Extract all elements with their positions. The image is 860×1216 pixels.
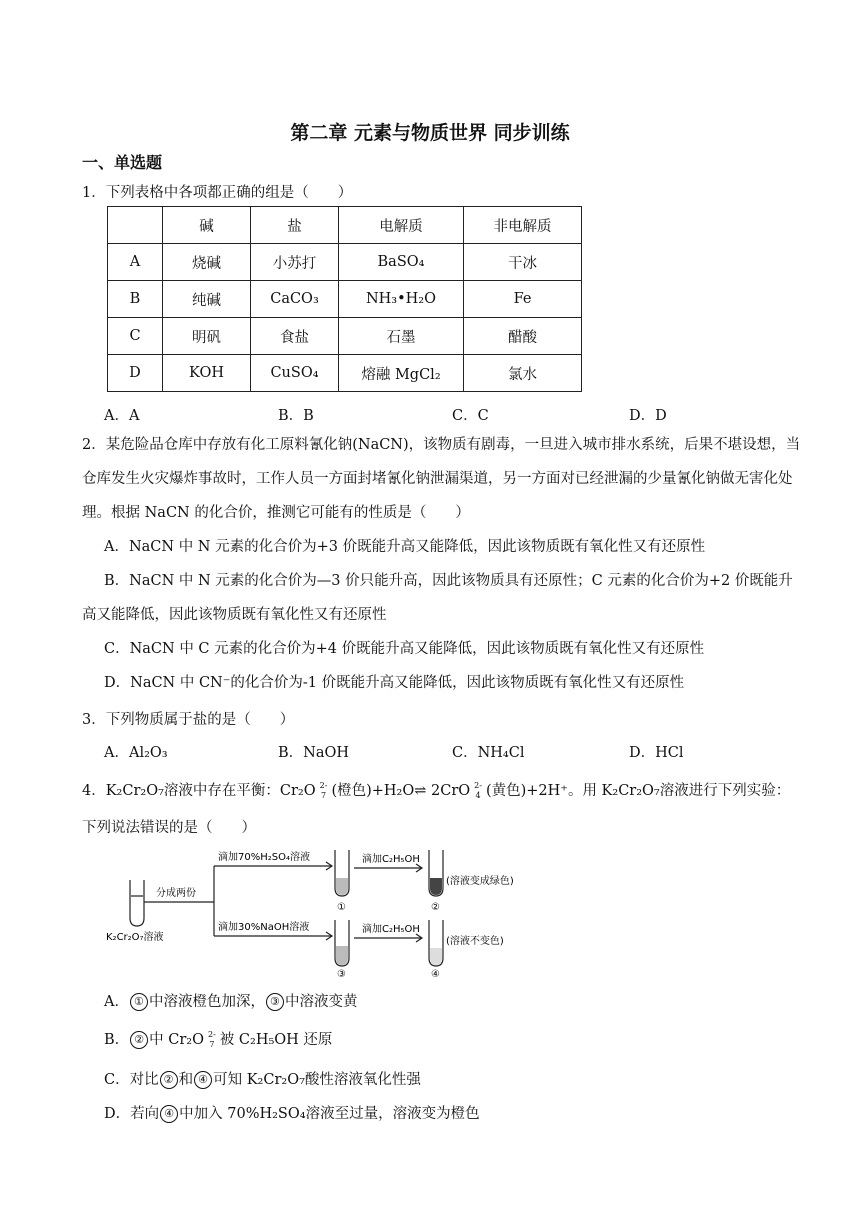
table-cell: 氯水	[464, 355, 582, 392]
liquid	[336, 878, 348, 895]
option-c[interactable]: C．NaCN 中 C 元素的化合价为+4 价既能升高又能降低，因此该物质既有氧化性又有还原性	[104, 641, 705, 657]
question-2-stem: 2．某危险品仓库中存放有化工原料氰化钠(NaCN)，该物质有剧毒，一旦进入城市排水系统，后果不堪设想，当仓库发生火灾爆炸事故时，工作人员一方面封堵氰化钠泄漏渠道，另一方面对已经泄漏的少量氰化钠做无害化处理。根据 NaCN 的化合价，推测它可能有的性质是（ ）	[82, 437, 801, 521]
option-c[interactable]: C．C	[452, 408, 489, 424]
result-top: (溶液变成绿色)	[446, 876, 514, 887]
table-cell: 非电解质	[464, 207, 582, 244]
option-a[interactable]: A．A	[104, 408, 140, 424]
table-cell: 小苏打	[251, 244, 339, 281]
ion-charge	[320, 781, 328, 801]
stem-part: (橙色)+H₂O⇌ 2CrO	[331, 783, 471, 799]
table-row	[108, 244, 582, 281]
question-1-stem: 1．下列表格中各项都正确的组是（ ）	[82, 185, 353, 201]
top-add-label: 滴加70%H₂SO₄溶液	[218, 852, 310, 863]
subscript: 4	[475, 791, 481, 800]
superscript: 2-	[208, 1030, 216, 1039]
tube-number: ①	[337, 902, 346, 913]
question-1-table	[107, 206, 582, 392]
option-c[interactable]	[104, 1068, 421, 1089]
table-cell: 明矾	[163, 318, 251, 355]
option-text: 可知 K₂Cr₂O₇酸性溶液氧化性强	[213, 1072, 421, 1088]
option-text: D．若向	[104, 1106, 160, 1122]
bottom-add2-label: 滴加C₂H₅OH	[362, 924, 420, 935]
liquid-dark	[430, 878, 442, 895]
arrow	[354, 934, 422, 942]
table-cell: 醋酸	[464, 318, 582, 355]
circled-number: ③	[266, 993, 284, 1011]
option-b[interactable]: B．NaOH	[278, 745, 350, 761]
page-title: 第二章 元素与物质世界 同步训练	[290, 122, 570, 144]
table-cell: D	[108, 355, 163, 392]
superscript: 2-	[319, 781, 328, 790]
table-cell: 烧碱	[163, 244, 251, 281]
table-row	[108, 318, 582, 355]
split-label: 分成两份	[156, 888, 196, 899]
option-text: 中溶液变黄	[284, 994, 358, 1010]
table-cell: 盐	[251, 207, 339, 244]
liquid	[430, 948, 442, 965]
question-3-stem: 3．下列物质属于盐的是（ ）	[82, 712, 295, 728]
table-cell: NH₃•H₂O	[339, 281, 464, 318]
table-cell: 石墨	[339, 318, 464, 355]
option-text: A．	[104, 994, 129, 1010]
option-b[interactable]: B．NaCN 中 N 元素的化合价为—3 价只能升高，因此该物质具有还原性；C 元素的化合价为+2 价既能升高又能降低，因此该物质既有氧化性又有还原性	[82, 573, 793, 623]
liquid	[336, 946, 348, 965]
question-4-stem	[82, 779, 790, 801]
option-a[interactable]: A．NaCN 中 N 元素的化合价为+3 价既能升高又能降低，因此该物质既有氧化性又有还原性	[104, 539, 706, 555]
subscript: 7	[209, 1040, 215, 1049]
table-cell: B	[108, 281, 163, 318]
ion-charge	[474, 781, 482, 801]
stem-part: (黄色)+2H⁺。用 K₂Cr₂O₇溶液进行下列实验：	[485, 783, 791, 799]
option-d[interactable]	[104, 1102, 480, 1123]
option-text: 中溶液橙色加深，	[148, 994, 265, 1010]
experiment-diagram	[104, 838, 534, 978]
table-row	[108, 281, 582, 318]
option-text: 中 Cr₂O	[149, 1032, 204, 1048]
stem-part: 4．K₂Cr₂O₇溶液中存在平衡：Cr₂O	[82, 783, 316, 799]
arrow	[326, 862, 332, 940]
test-tube	[130, 880, 144, 926]
option-text: 中加入 70%H₂SO₄溶液至过量，溶液变为橙色	[179, 1106, 480, 1122]
option-d[interactable]: D．NaCN 中 CN⁻的化合价为-1 价既能升高又能降低，因此该物质既有氧化性又有还原性	[104, 675, 685, 691]
superscript: 2-	[474, 781, 482, 790]
question-4-stem-2: 下列说法错误的是（ ）	[82, 820, 256, 836]
tube-number: ②	[431, 902, 440, 913]
option-text: C．对比	[104, 1072, 159, 1088]
table-cell: 电解质	[339, 207, 464, 244]
table-cell: CuSO₄	[251, 355, 339, 392]
table-cell: KOH	[163, 355, 251, 392]
table-cell: A	[108, 244, 163, 281]
table-cell: 纯碱	[163, 281, 251, 318]
table-cell: C	[108, 318, 163, 355]
option-d[interactable]: D．D	[629, 408, 667, 424]
table-cell: CaCO₃	[251, 281, 339, 318]
section-heading: 一、单选题	[82, 153, 163, 172]
option-text: B．	[104, 1032, 130, 1048]
tube-number: ④	[431, 969, 440, 978]
option-text: 和	[178, 1072, 194, 1088]
table-header-row	[108, 207, 582, 244]
top-add2-label: 滴加C₂H₅OH	[362, 854, 420, 865]
option-a[interactable]: A．Al₂O₃	[104, 745, 168, 761]
table-cell: BaSO₄	[339, 244, 464, 281]
subscript: 7	[320, 791, 327, 800]
option-c[interactable]: C．NH₄Cl	[452, 745, 525, 761]
option-b[interactable]	[104, 1028, 332, 1050]
circled-number: ①	[130, 993, 148, 1011]
option-b[interactable]: B．B	[278, 408, 314, 424]
table-cell: 干冰	[464, 244, 582, 281]
table-cell: 食盐	[251, 318, 339, 355]
circled-number: ②	[160, 1071, 178, 1089]
table-cell: Fe	[464, 281, 582, 318]
option-a[interactable]	[104, 990, 357, 1011]
table-cell: 碱	[163, 207, 251, 244]
circled-number: ④	[194, 1071, 212, 1089]
bottom-add-label: 滴加30%NaOH溶液	[218, 922, 310, 933]
ion-charge	[208, 1030, 216, 1050]
table-cell: 熔融 MgCl₂	[339, 355, 464, 392]
arrow	[354, 864, 422, 872]
circled-number: ④	[160, 1105, 178, 1123]
circled-number: ②	[130, 1031, 148, 1049]
table-cell	[108, 207, 163, 244]
option-d[interactable]: D．HCl	[629, 745, 684, 761]
start-label: K₂Cr₂O₇溶液	[106, 932, 164, 943]
option-text: 被 C₂H₅OH 还原	[219, 1032, 333, 1048]
table-row	[108, 355, 582, 392]
result-bottom: (溶液不变色)	[446, 936, 504, 947]
tube-number: ③	[337, 969, 346, 978]
